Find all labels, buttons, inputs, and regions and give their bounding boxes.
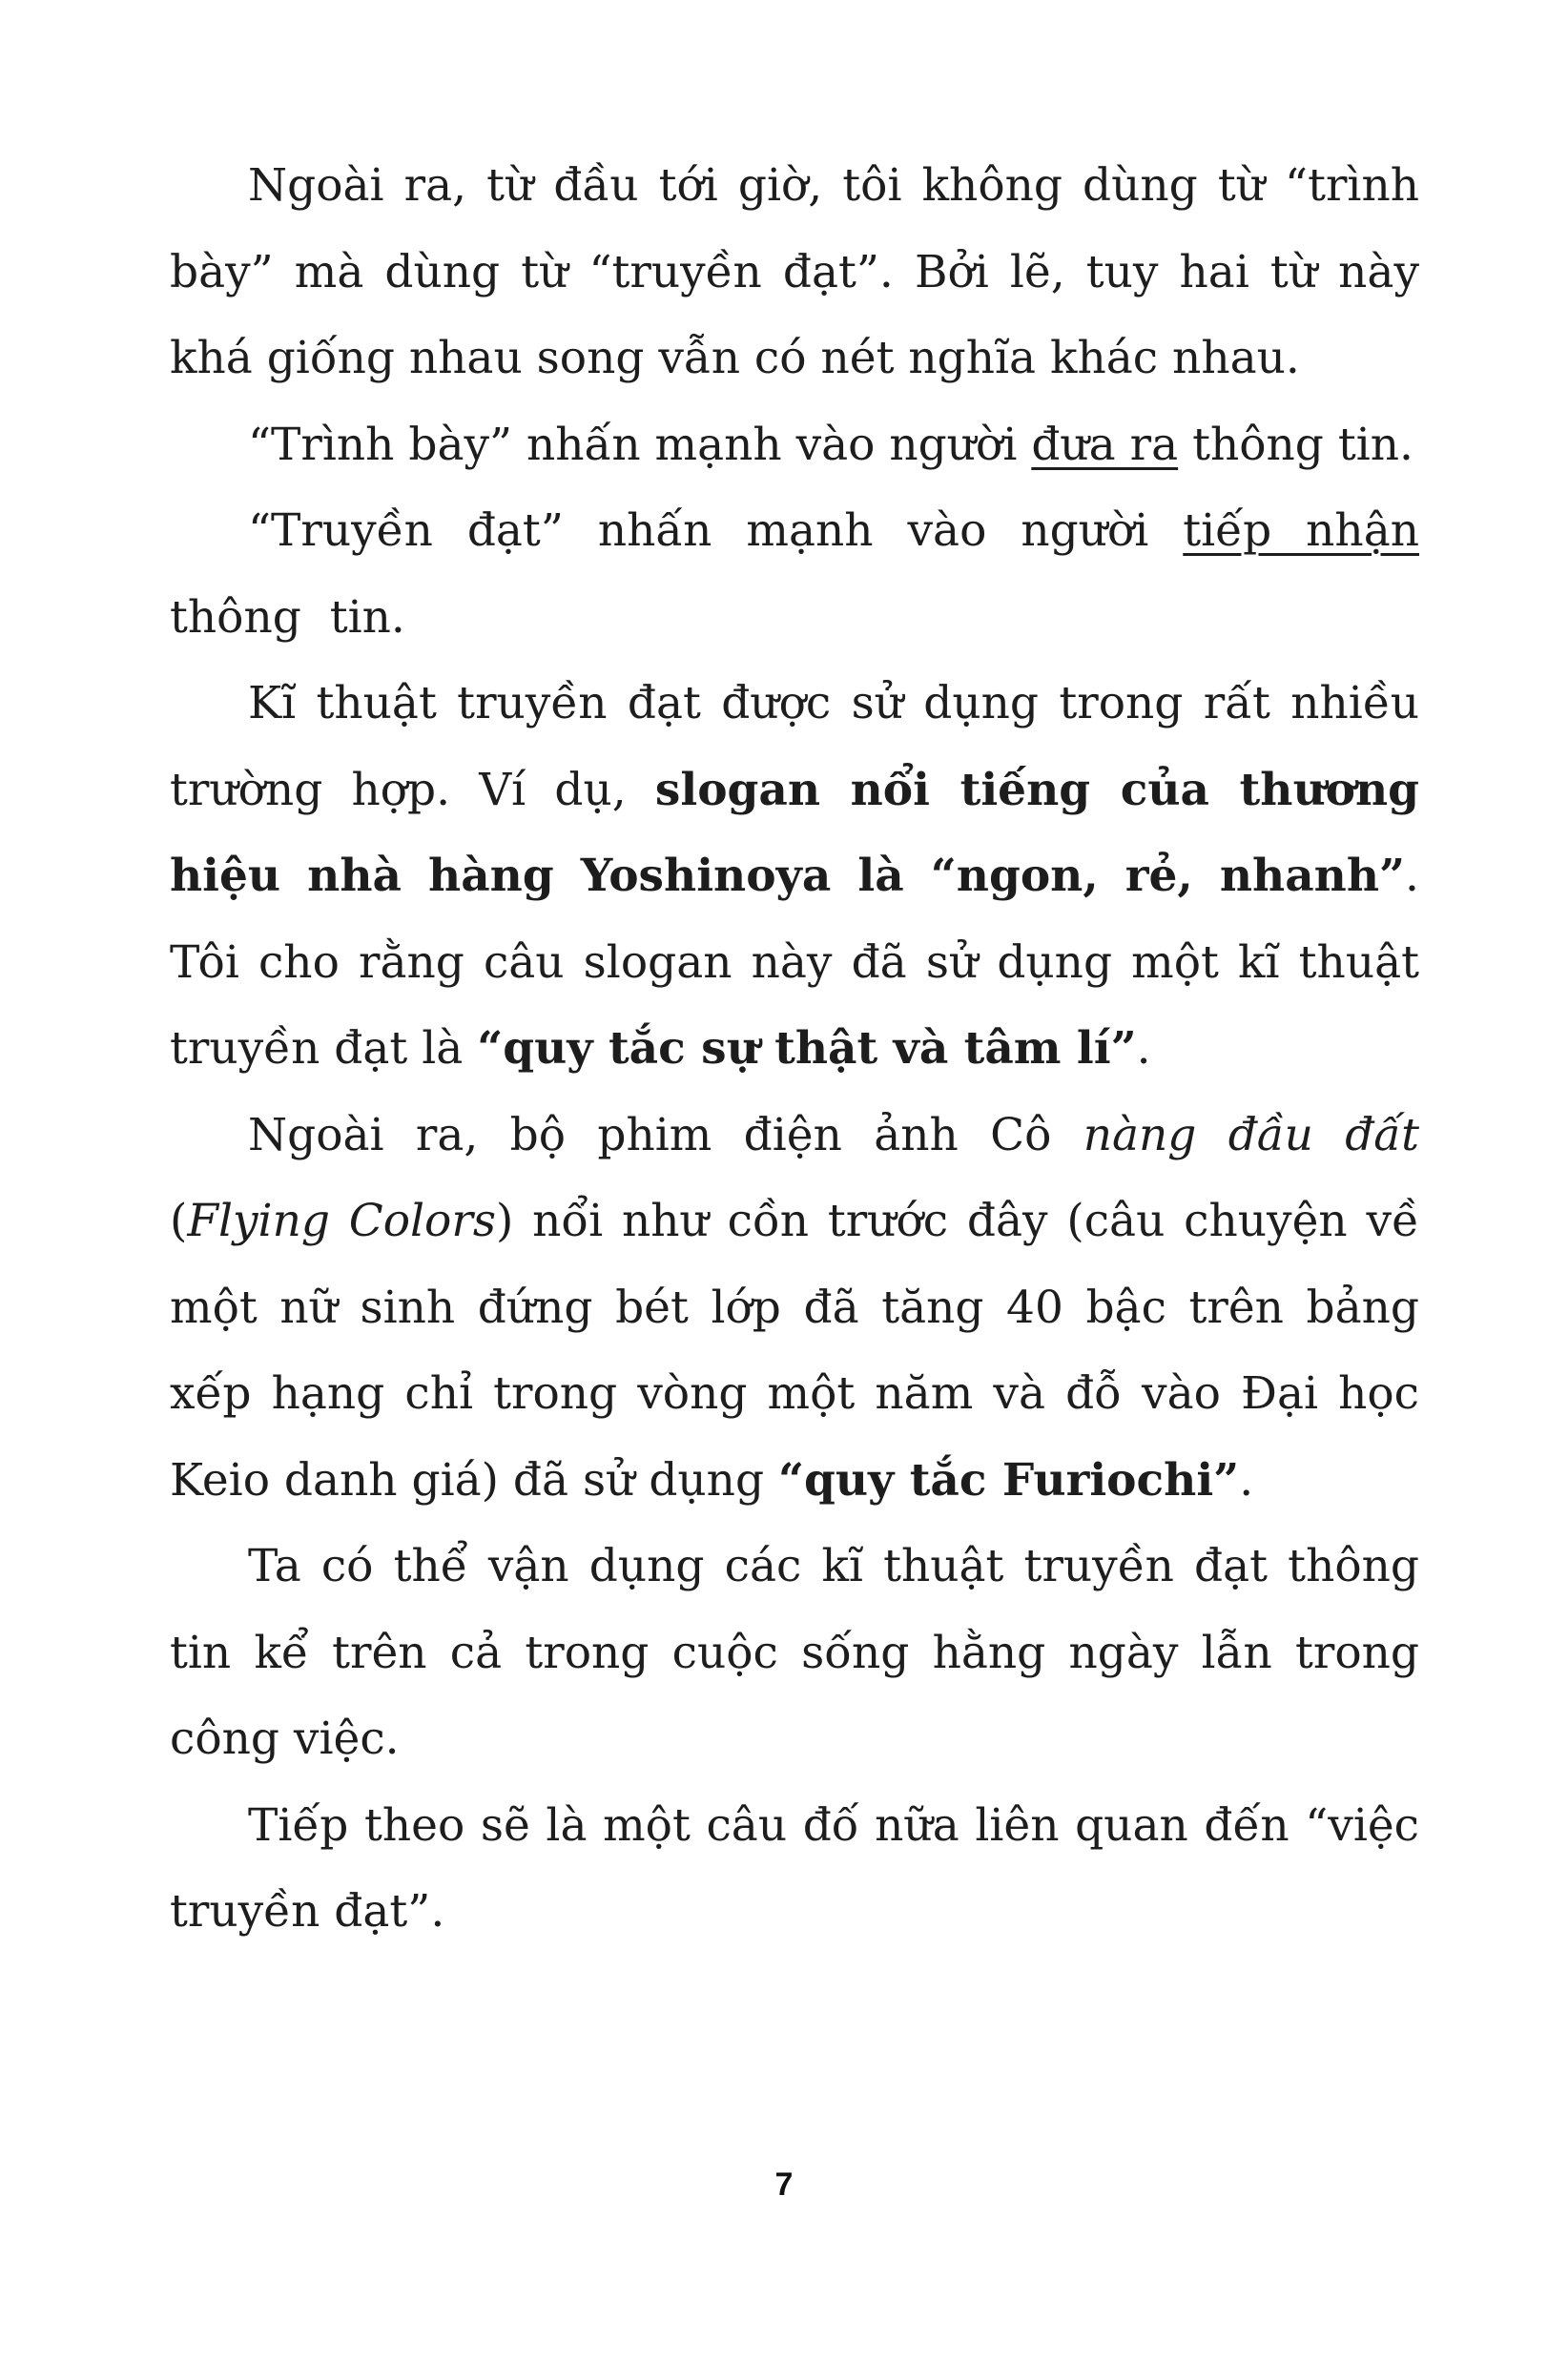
text-run: Ngoài ra, từ đầu tới giờ, tôi không dùng từ “trình bày” mà dùng từ “truyền đạt”. Bởi lẽ, tuy hai từ này khá giống nhau song vẫn có nét nghĩa khác nhau. — [170, 159, 1419, 384]
text-run: . — [1136, 1022, 1151, 1075]
paragraph — [170, 488, 1434, 661]
bold-text: “quy tắc sự thật và tâm lí” — [477, 1022, 1137, 1075]
text-run: . — [1239, 1453, 1254, 1507]
text-run: Ngoài ra, bộ phim điện ảnh Cô — [248, 1108, 1083, 1161]
paragraph — [170, 1783, 1419, 1956]
paragraph — [170, 661, 1419, 1093]
bold-text: slogan nổi tiếng của thương hiệu nhà hàng Yoshinoya là “ngon, rẻ, nhanh” — [170, 763, 1419, 902]
text-run: ) nổi như cồn trước đây (câu chuyện về một nữ sinh đứng bét lớp đã tăng 40 bậc trên bảng xếp hạng chỉ trong vòng một năm và đỗ vào Đại học Keio danh giá) đã sử dụng — [170, 1195, 1419, 1507]
text-run: Kĩ thuật truyền đạt được sử dụng trong rất nhiều trường hợp. Ví dụ, — [170, 677, 1419, 816]
italic-text: nàng đầu đất — [1083, 1108, 1419, 1161]
paragraph — [170, 1093, 1419, 1525]
text-run: Tiếp theo sẽ là một câu đố nữa liên quan đến “việc truyền đạt”. — [170, 1798, 1419, 1938]
bold-text: “quy tắc Furiochi” — [777, 1453, 1240, 1507]
text-run: . Tôi cho rằng câu slogan này đã sử dụng một kĩ thuật truyền đạt là — [170, 850, 1419, 1075]
text-run: “Truyền đạt” nhấn mạnh vào người — [248, 504, 1184, 557]
paragraph — [170, 143, 1419, 402]
paragraph — [170, 1524, 1419, 1783]
text-run: thông tin. — [1178, 418, 1413, 471]
italic-text: Flying Colors — [187, 1195, 496, 1247]
underlined-text: đưa ra — [1031, 418, 1179, 471]
text-run: Ta có thể vận dụng các kĩ thuật truyền đạt thông tin kể trên cả trong cuộc sống hằng ngày lẫn trong công việc. — [170, 1540, 1419, 1765]
page-number: 7 — [774, 2166, 794, 2203]
text-run: ( — [170, 1195, 188, 1247]
underlined-text: tiếp nhận — [1183, 504, 1419, 557]
text-run: “Trình bày” nhấn mạnh vào người — [248, 418, 1032, 471]
paragraph — [170, 402, 1419, 489]
body-text — [170, 143, 1434, 1956]
text-run: thông tin. — [170, 504, 1434, 644]
